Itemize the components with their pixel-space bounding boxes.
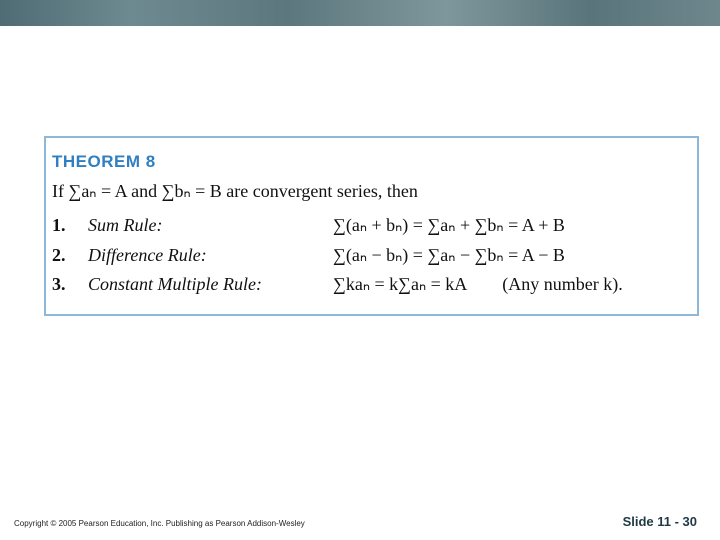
top-banner xyxy=(0,0,720,26)
rule-row-constant-multiple xyxy=(52,274,692,298)
rule-name: Sum Rule: xyxy=(88,215,163,235)
theorem-title: THEOREM 8 xyxy=(52,152,156,171)
rule-row-difference xyxy=(52,245,692,269)
rule-row-sum xyxy=(52,215,692,239)
rule-formula: ∑(aₙ − bₙ) = ∑aₙ − ∑bₙ = A − B xyxy=(333,245,565,265)
rule-number: 3. xyxy=(52,274,66,294)
theorem-box xyxy=(44,136,699,316)
copyright-text: Copyright © 2005 Pearson Education, Inc. Publishing as Pearson Addison-Wesley xyxy=(14,519,305,528)
rule-number: 1. xyxy=(52,215,66,235)
rule-formula: ∑(aₙ + bₙ) = ∑aₙ + ∑bₙ = A + B xyxy=(333,215,565,235)
rule-name: Constant Multiple Rule: xyxy=(88,274,262,294)
slide-number: Slide 11 - 30 xyxy=(622,514,697,529)
rule-number: 2. xyxy=(52,245,66,265)
rule-name: Difference Rule: xyxy=(88,245,207,265)
theorem-intro: If ∑aₙ = A and ∑bₙ = B are convergent series, then xyxy=(52,181,418,201)
rule-formula: ∑kaₙ = k∑aₙ = kA (Any number k). xyxy=(333,274,623,294)
